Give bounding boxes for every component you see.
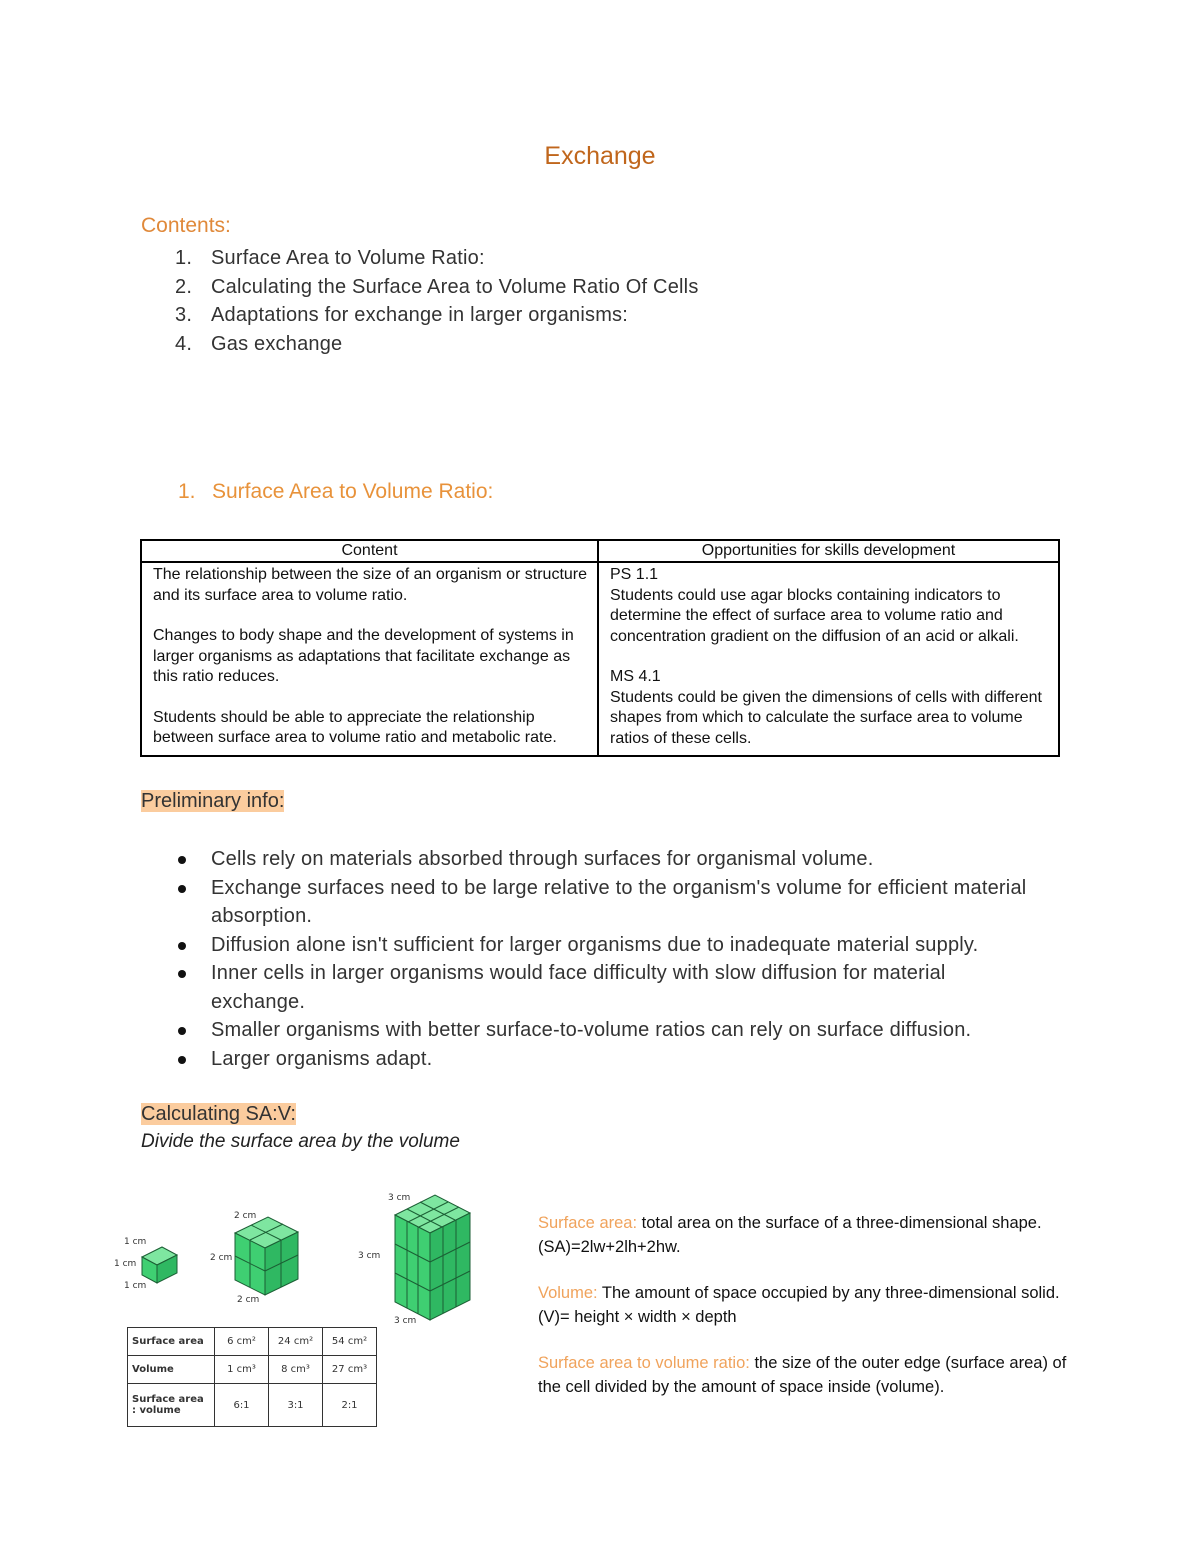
dimension-label: 2 cm: [237, 1295, 260, 1305]
dimension-label: 3 cm: [394, 1316, 417, 1326]
table-cell: 1 cm³: [215, 1356, 269, 1384]
table-cell: 54 cm²: [323, 1328, 377, 1356]
section-heading: 1. Surface Area to Volume Ratio:: [178, 480, 494, 503]
calculating-subtitle: Divide the surface area by the volume: [141, 1131, 460, 1152]
dimension-label: 3 cm: [388, 1193, 411, 1203]
table-header-skills: Opportunities for skills development: [598, 540, 1059, 562]
dimension-label: 2 cm: [234, 1211, 257, 1221]
list-item: Cells rely on materials absorbed through surfaces for organismal volume.: [141, 845, 1041, 874]
table-cell: 6 cm²: [215, 1328, 269, 1356]
list-item: Exchange surfaces need to be large relative to the organism's volume for efficient material absorption.: [141, 874, 1041, 931]
calculating-heading: Calculating SA:V:: [141, 1103, 296, 1125]
preliminary-heading: Preliminary info:: [141, 790, 285, 812]
table-cell: 3:1: [269, 1384, 323, 1427]
table-row: [128, 1384, 377, 1427]
table-header-content: Content: [141, 540, 598, 562]
definition: Surface area to volume ratio: the size of the outer edge (surface area) of the cell divided by the amount of space inside (volume).: [538, 1354, 1067, 1396]
list-item: Inner cells in larger organisms would face difficulty with slow diffusion for material exchange.: [141, 959, 1041, 1016]
list-item: Larger organisms adapt.: [141, 1045, 1041, 1074]
list-item: Smaller organisms with better surface-to-volume ratios can rely on surface diffusion.: [141, 1016, 1041, 1045]
content-paragraph: The relationship between the size of an organism or structure and its surface area to volume ratio.: [153, 566, 588, 604]
contents-item: 2. Calculating the Surface Area to Volume Ratio Of Cells: [175, 275, 699, 298]
content-cell: [141, 562, 598, 756]
contents-heading: Contents:: [141, 214, 231, 237]
table-cell: 8 cm³: [269, 1356, 323, 1384]
page-title: Exchange: [544, 142, 656, 170]
dimension-label: 1 cm: [124, 1281, 147, 1291]
dimension-label: 1 cm: [124, 1237, 147, 1247]
cube-large-illustration: [370, 1185, 480, 1335]
row-label: Surface area: [128, 1328, 215, 1356]
skill-block: PS 1.1 Students could use agar blocks containing indicators to determine the effect of surface area to volume ratio and concentration gradient on the diffusion of an acid or alkali.: [610, 566, 1019, 645]
table-row: [128, 1328, 377, 1356]
contents-item: 3. Adaptations for exchange in larger organisms:: [175, 304, 629, 326]
table-cell: 2:1: [323, 1384, 377, 1427]
cubes-illustration: [110, 1185, 385, 1330]
table-cell: 24 cm²: [269, 1328, 323, 1356]
table-cell: 27 cm³: [323, 1356, 377, 1384]
definition: Volume: The amount of space occupied by any three-dimensional solid. (V)= height × width × depth: [538, 1284, 1060, 1326]
content-paragraph: Students should be able to appreciate the relationship between surface area to volume ratio and metabolic rate.: [153, 708, 557, 746]
definitions: [538, 1212, 1068, 1422]
contents-item: 4. Gas exchange: [175, 332, 343, 355]
specification-table: [140, 539, 1060, 757]
cube-medium: [235, 1217, 298, 1295]
content-paragraph: Changes to body shape and the development of systems in larger organisms as adaptations that facilitate exchange as this ratio reduces.: [153, 627, 574, 685]
table-cell: 6:1: [215, 1384, 269, 1427]
row-label: Surface area : volume: [128, 1384, 215, 1427]
dimension-label: 1 cm: [114, 1259, 137, 1269]
contents-item: 1. Surface Area to Volume Ratio:: [175, 247, 485, 269]
dimension-label: 2 cm: [210, 1253, 233, 1263]
skill-block: MS 4.1 Students could be given the dimensions of cells with different shapes from which to calculate the surface area to volume ratios of these cells.: [610, 668, 1042, 747]
preliminary-list: [141, 845, 1041, 1073]
table-row: [128, 1356, 377, 1384]
cube-small: [142, 1247, 177, 1283]
dimension-label: 3 cm: [358, 1251, 381, 1261]
skills-cell: [598, 562, 1059, 756]
contents-list: [141, 244, 699, 358]
row-label: Volume: [128, 1356, 215, 1384]
list-item: Diffusion alone isn't sufficient for larger organisms due to inadequate material supply.: [141, 931, 1041, 960]
definition: Surface area: total area on the surface of a three-dimensional shape. (SA)=2lw+2lh+2hw.: [538, 1214, 1042, 1256]
sav-table: [127, 1327, 377, 1427]
